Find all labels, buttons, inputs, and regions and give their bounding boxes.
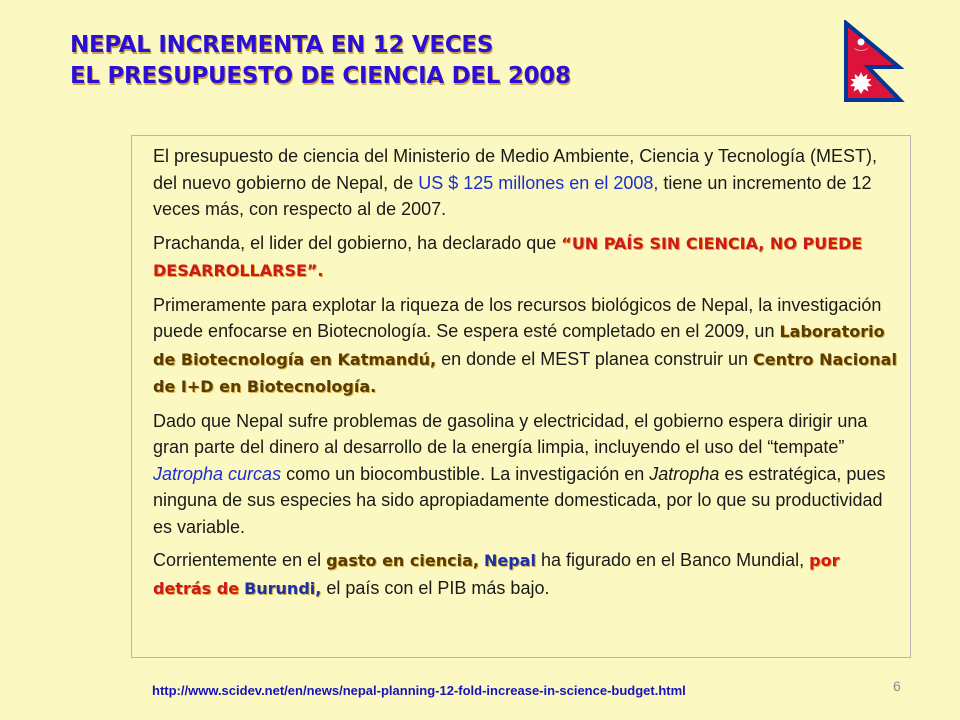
slide-title-line-2: EL PRESUPUESTO DE CIENCIA DEL 2008 [70, 63, 571, 89]
spending-highlight: gasto en ciencia, [326, 551, 479, 570]
page-number: 6 [893, 678, 901, 694]
lab-highlight: Laboratorio de Biotecnología en Katmandú, [153, 322, 885, 369]
nepal-highlight: Nepal [483, 551, 536, 570]
text-span: tiene un incremento de 12 veces más, con respecto al de 2007. [153, 172, 872, 219]
genus-name: Jatropha [649, 463, 720, 484]
paragraph-world-bank [153, 547, 902, 602]
paragraph-budget [153, 143, 902, 223]
quote-highlight: “UN PAÍS SIN CIENCIA, NO PUEDE DESARROLLARSE”. [153, 233, 863, 280]
budget-year: en el 2008, [569, 172, 659, 193]
main-text-box [131, 135, 911, 658]
paragraph-prachanda [153, 230, 902, 285]
text-span: Corrientemente en el [153, 550, 327, 570]
text-span: como un biocombustible. La investigación en [281, 463, 650, 484]
text-span: es estratégica, pues ninguna de sus especies ha sido apropiadamente domesticada, por lo que su productividad es variable. [153, 463, 886, 537]
text-span: Prachanda, el lider del gobierno, ha declarado que [153, 232, 562, 253]
text-span: El presupuesto de ciencia del Ministerio de Medio Ambiente, Ciencia y Tecnología (MEST), del nuevo gobierno de Nepal, de [153, 146, 878, 193]
center-highlight: Centro Nacional de I+D en Biotecnología. [153, 349, 897, 396]
text-span: el país con el PIB más bajo. [321, 577, 550, 598]
text-span: ha figurado en el Banco Mundial, [535, 550, 810, 570]
text-span: en donde el MEST planea construir un [436, 348, 754, 369]
nepal-flag-icon [842, 20, 912, 102]
paragraph-biotech [153, 292, 902, 401]
source-link[interactable]: http://www.scidev.net/en/news/nepal-planning-12-fold-increase-in-science-budget.html [152, 683, 686, 698]
paragraph-energy [153, 408, 902, 541]
species-name: Jatropha curcas [153, 463, 282, 484]
budget-amount: US $ 125 millones [418, 172, 565, 193]
text-span: Dado que Nepal sufre problemas de gasolina y electricidad, el gobierno espera dirigir una gran parte del dinero al desarrollo de la energía limpia, incluyendo el uso del “tempate” [153, 410, 868, 457]
burundi-highlight: Burundi, [244, 578, 322, 598]
text-span: Primeramente para explotar la riqueza de los recursos biológicos de Nepal, la investigación puede enfocarse en Biotecnología. Se espera esté completado en el 2009, un [153, 294, 882, 341]
slide-title [70, 30, 571, 92]
behind-highlight: por detrás de [153, 551, 840, 598]
slide-title-line-1: NEPAL INCREMENTA EN 12 VECES [70, 32, 494, 58]
